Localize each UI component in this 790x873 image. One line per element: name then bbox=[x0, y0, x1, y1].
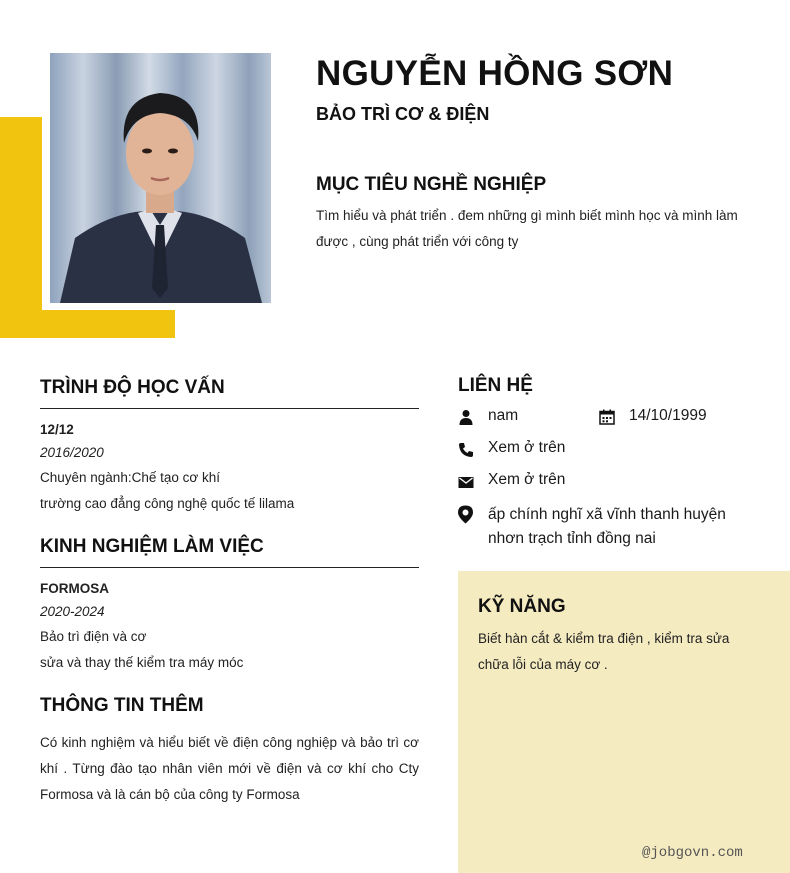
candidate-name: NGUYỄN HỒNG SƠN bbox=[316, 54, 674, 93]
additional-info-heading: THÔNG TIN THÊM bbox=[40, 695, 204, 716]
experience-line-1: Bảo trì điện và cơ bbox=[40, 629, 147, 644]
experience-line-2: sửa và thay thế kiểm tra máy móc bbox=[40, 655, 244, 670]
education-period: 2016/2020 bbox=[40, 445, 104, 460]
experience-period: 2020-2024 bbox=[40, 604, 105, 619]
job-title: BẢO TRÌ CƠ & ĐIỆN bbox=[316, 104, 490, 124]
education-school: trường cao đẳng công nghệ quốc tế lilama bbox=[40, 496, 295, 511]
phone-icon bbox=[458, 442, 474, 458]
profile-photo bbox=[50, 53, 271, 303]
education-level: 12/12 bbox=[40, 422, 74, 437]
experience-heading: KINH NGHIỆM LÀM VIỆC bbox=[40, 536, 264, 557]
watermark: @jobgovn.com bbox=[642, 845, 743, 861]
calendar-icon bbox=[599, 409, 615, 425]
contact-heading: LIÊN HỆ bbox=[458, 375, 533, 396]
skills-text: Biết hàn cắt & kiểm tra điện , kiểm tra sửa chữa lỗi của máy cơ . bbox=[478, 631, 730, 672]
email-icon bbox=[458, 474, 474, 490]
location-pin-icon bbox=[457, 505, 474, 524]
education-major: Chuyên ngành:Chế tạo cơ khí bbox=[40, 470, 220, 485]
education-heading: TRÌNH ĐỘ HỌC VẤN bbox=[40, 377, 225, 398]
objective-heading: MỤC TIÊU NGHỀ NGHIỆP bbox=[316, 174, 547, 195]
additional-info-text: Có kinh nghiệm và hiểu biết về điện công nghiệp và bảo trì cơ khí . Từng đào tạo nhân viên mới về điện và cơ khí cho Cty Formosa và là cán bộ của công ty Formosa bbox=[40, 735, 419, 802]
experience-company: FORMOSA bbox=[40, 581, 109, 596]
skills-heading: KỸ NĂNG bbox=[478, 596, 566, 617]
contact-phone: Xem ở trên bbox=[488, 439, 566, 456]
person-icon bbox=[458, 409, 474, 425]
contact-address: ấp chính nghĩ xã vĩnh thanh huyện nhơn trạch tỉnh đồng nai bbox=[488, 506, 726, 547]
accent-bar-horizontal bbox=[0, 310, 175, 338]
contact-email: Xem ở trên bbox=[488, 471, 566, 488]
experience-divider bbox=[40, 567, 419, 568]
education-divider bbox=[40, 408, 419, 409]
accent-bar-vertical bbox=[0, 117, 42, 338]
contact-birthday: 14/10/1999 bbox=[629, 407, 707, 424]
objective-text: Tìm hiểu và phát triển . đem những gì mình biết mình học và mình làm được , cùng phát triển với công ty bbox=[316, 208, 738, 249]
contact-gender: nam bbox=[488, 407, 519, 424]
